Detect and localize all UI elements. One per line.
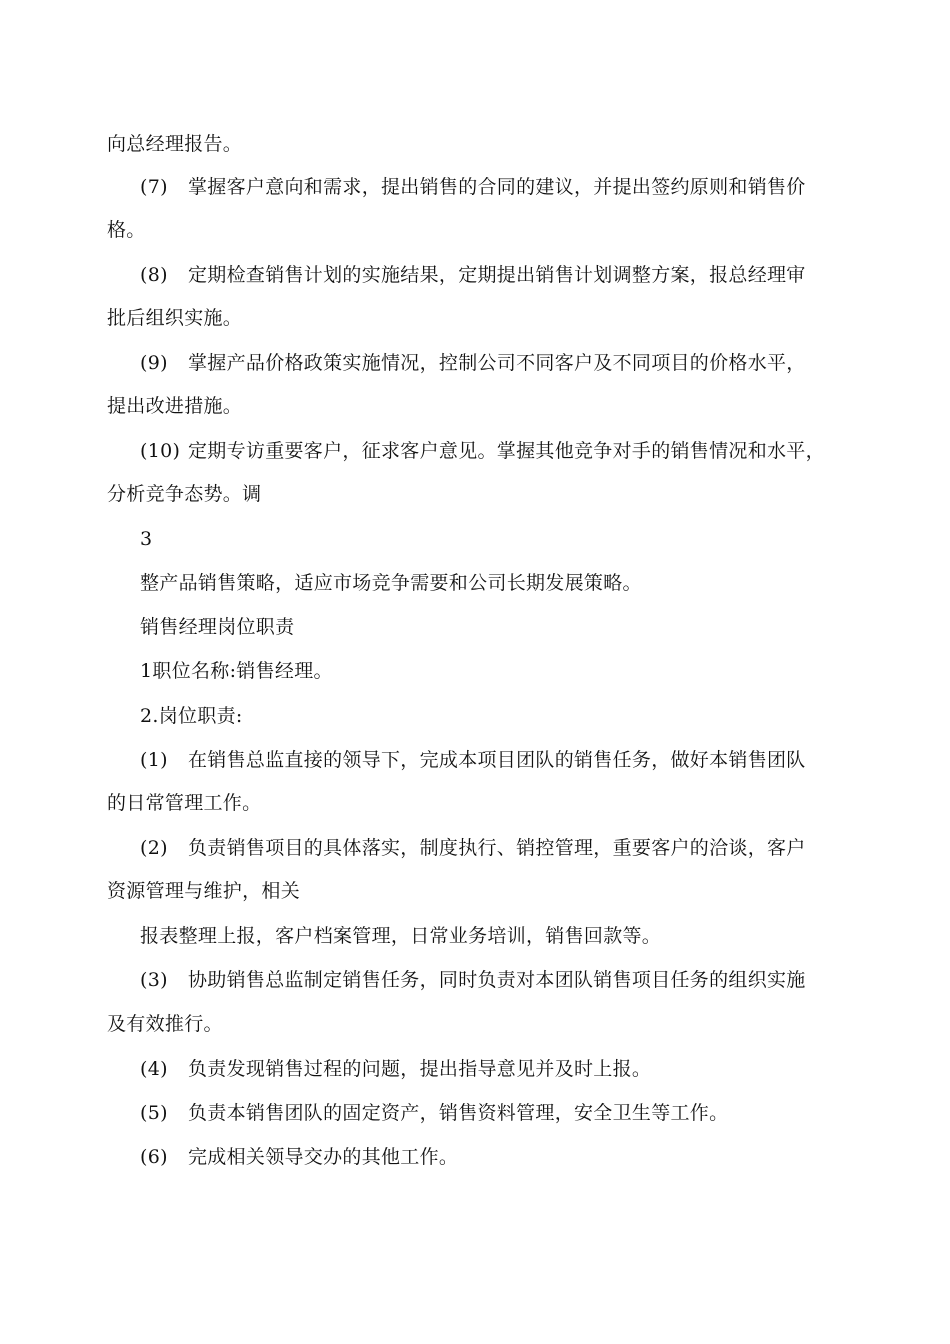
- text-span: 分析竞争态势。调: [107, 483, 262, 505]
- list-item-2: [140, 836, 806, 860]
- list-number: (2): [140, 837, 168, 859]
- text-line: [107, 218, 146, 242]
- list-text: 负责发现销售过程的问题，提出指导意见并及时上报。: [188, 1058, 652, 1080]
- text-line: [140, 704, 243, 728]
- list-number: (7): [140, 176, 168, 198]
- list-text: 定期检查销售计划的实施结果，定期提出销售计划调整方案，报总经理审: [188, 264, 806, 286]
- text-line: [140, 924, 661, 948]
- list-number: (4): [140, 1058, 168, 1080]
- list-item-9: [140, 351, 806, 375]
- text-line: [107, 394, 242, 418]
- list-number: (8): [140, 264, 168, 286]
- text-span: 格。: [107, 219, 146, 241]
- list-item-6: [140, 1145, 458, 1169]
- list-item-1: [140, 748, 806, 772]
- text-span: 2.岗位职责:: [140, 705, 243, 727]
- list-text: 完成相关领导交办的其他工作。: [188, 1146, 459, 1168]
- text-span: 3: [140, 528, 153, 550]
- text-span: 资源管理与维护，相关: [107, 880, 301, 902]
- list-item-7: [140, 175, 806, 199]
- text-line: [107, 791, 261, 815]
- list-text: 协助销售总监制定销售任务，同时负责对本团队销售项目任务的组织实施: [188, 969, 806, 991]
- text-span: 的日常管理工作。: [107, 792, 262, 814]
- list-number: (10): [140, 440, 181, 462]
- text-line: [107, 879, 300, 903]
- list-text: 掌握产品价格政策实施情况，控制公司不同客户及不同项目的价格水平，: [188, 352, 806, 374]
- list-number: (9): [140, 352, 168, 374]
- text-span: 批后组织实施。: [107, 307, 243, 329]
- list-text: 负责销售项目的具体落实，制度执行、销控管理，重要客户的洽谈，客户: [188, 837, 806, 859]
- text-span: 销售经理岗位职责: [140, 616, 295, 638]
- page-number: [140, 527, 152, 551]
- text-span: 向总经理报告。: [107, 133, 243, 155]
- list-text: 掌握客户意向和需求，提出销售的合同的建议，并提出签约原则和销售价: [188, 176, 806, 198]
- list-number: (1): [140, 749, 168, 771]
- list-item-3: [140, 968, 806, 992]
- text-span: 1职位名称:销售经理。: [140, 660, 333, 682]
- list-number: (5): [140, 1102, 168, 1124]
- text-line: [140, 571, 642, 595]
- list-text: 负责本销售团队的固定资产，销售资料管理，安全卫生等工作。: [188, 1102, 729, 1124]
- text-span: 及有效推行。: [107, 1013, 223, 1035]
- list-item-8: [140, 263, 806, 287]
- text-line: [107, 482, 261, 506]
- list-number: (6): [140, 1146, 168, 1168]
- list-item-10: [140, 439, 825, 463]
- section-title: [140, 615, 294, 639]
- list-text: 定期专访重要客户，征求客户意见。掌握其他竞争对手的销售情况和水平，: [188, 440, 825, 462]
- text-span: 报表整理上报，客户档案管理，日常业务培训，销售回款等。: [140, 925, 662, 947]
- text-span: 提出改进措施。: [107, 395, 243, 417]
- text-line: [140, 659, 333, 683]
- list-number: (3): [140, 969, 168, 991]
- list-text: 在销售总监直接的领导下，完成本项目团队的销售任务，做好本销售团队: [188, 749, 806, 771]
- text-span: 整产品销售策略，适应市场竞争需要和公司长期发展策略。: [140, 572, 642, 594]
- list-item-5: [140, 1101, 728, 1125]
- text-line: [107, 306, 242, 330]
- text-line: [107, 132, 242, 156]
- list-item-4: [140, 1057, 651, 1081]
- text-line: [107, 1012, 223, 1036]
